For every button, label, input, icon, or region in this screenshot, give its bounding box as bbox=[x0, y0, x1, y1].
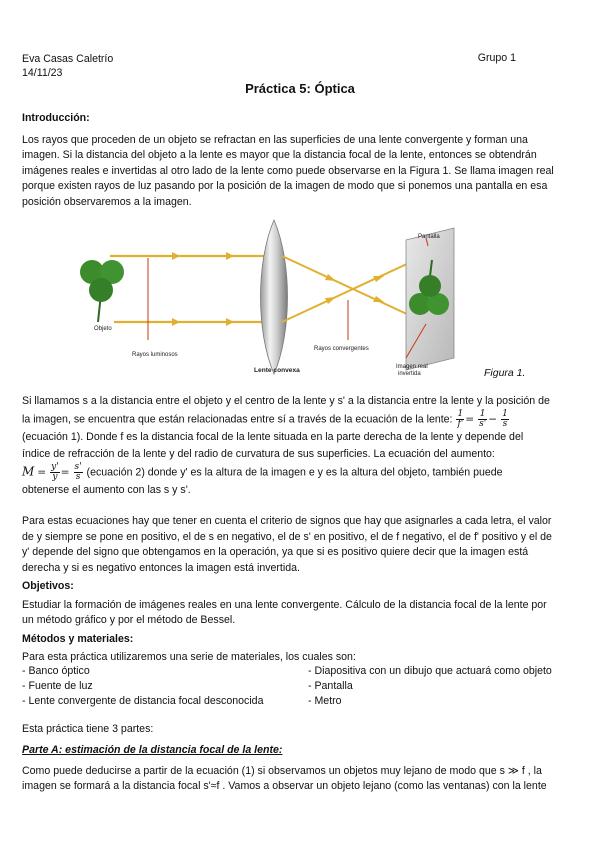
material-item: - Banco óptico bbox=[22, 665, 90, 677]
intro-line: imagen. Si la distancia del objeto a la lente es mayor que la distancia focal de la lente, entonces se obtendrán bbox=[22, 149, 537, 162]
page-title: Práctica 5: Óptica bbox=[245, 81, 355, 96]
incoming-rays bbox=[110, 252, 266, 326]
material-item: - Fuente de luz bbox=[22, 680, 93, 693]
convex-lens-shape bbox=[261, 220, 288, 374]
fraction-1-over-s: $\frac{1}{s}$ bbox=[502, 409, 508, 429]
signs-paragraph: Para estas ecuaciones hay que tener en cuenta el criterio de signos que hay que asignarles a cada letra, el valor de y siempre se pone en positivo, el de s en negativo, el de s' en positivo, el de f negativo, el de f' positivo y el de y' depende del signo que obtengamos en la operación, ya que si es positivo quiere decir que la imagen está derecha y si es negativo entonces la imagen está invertida. bbox=[22, 515, 552, 574]
equations-section bbox=[22, 393, 578, 499]
author-name: Eva Casas Caletrío bbox=[22, 53, 114, 65]
methods-section bbox=[22, 632, 578, 665]
material-item: - Metro bbox=[308, 695, 342, 708]
materials-left-column bbox=[22, 664, 263, 710]
eq-line-with-lens-equation: la imagen, se encuentra que están relacionadas entre sí a través de la ecuación de la lente: $\frac{1}{f'}$ = $\frac{1}{s'}$ − $\frac{1}{s}$ bbox=[22, 409, 508, 429]
intro-line: imágenes reales e invertidas al otro lado de la lente como puede observarse en la Figura 1. Se llama imagen real bbox=[22, 164, 554, 177]
label-rayos-luminosos: Rayos luminosos bbox=[132, 352, 178, 358]
materials-right-column bbox=[308, 664, 552, 710]
objectives-heading: Objetivos: bbox=[22, 580, 74, 592]
intro-line: porque existen rayos de luz pasando por la posición de la imagen de modo que si ponemos una pantalla en esa bbox=[22, 180, 548, 193]
fraction-1-over-f: $\frac{1}{f'}$ bbox=[457, 409, 464, 429]
fraction-1-over-s-prime: $\frac{1}{s'}$ bbox=[479, 409, 487, 429]
eq-line: índice de refracción de la lente y del radio de curvatura de sus superficies. La ecuación del aumento: bbox=[22, 448, 495, 460]
document-date: 14/11/23 bbox=[22, 67, 63, 79]
eq-line-with-magnification: M = $\frac{y'}{y}$ = $\frac{s'}{s}$ (ecuación 2) donde y' es la altura de la imagen e y es la altura del objeto, también puede bbox=[22, 462, 503, 482]
parts-intro: Esta práctica tiene 3 partes: bbox=[22, 723, 154, 735]
eq-line: obtenerse el aumento con las s y s'. bbox=[22, 484, 191, 496]
object-clover-icon bbox=[80, 260, 124, 322]
eq-line: (ecuación 1). Donde f es la distancia focal de la lente situada en la parte derecha de la lente y depende del bbox=[22, 431, 524, 443]
intro-section bbox=[22, 111, 578, 211]
intro-paragraph bbox=[22, 133, 578, 211]
methods-intro: Para esta práctica utilizaremos una serie de materiales, los cuales son: bbox=[22, 650, 356, 663]
part-a-heading: Parte A: estimación de la distancia focal de la lente: bbox=[22, 744, 283, 756]
figure-caption: Figura 1. bbox=[484, 367, 526, 379]
materials-list bbox=[22, 664, 578, 712]
intro-line: posición observaremos a la imagen. bbox=[22, 195, 192, 208]
group-label: Grupo 1 bbox=[477, 52, 516, 64]
fraction-y-prime-over-y: $\frac{y'}{y}$ bbox=[51, 462, 59, 482]
methods-heading: Métodos y materiales: bbox=[22, 633, 134, 645]
material-item: - Lente convergente de distancia focal desconocida bbox=[22, 695, 264, 708]
part-a-section: Parte A: estimación de la distancia focal de la lente: Como puede deducirse a partir de la ecuación (1) si observamos un objetos muy lejano de modo que s ≫ f , la imagen se formará a la distancia focal s'≈f . Vamos a observar un objeto lejano (como las ventanas) con la lente bbox=[22, 743, 578, 795]
intro-line: Los rayos que proceden de un objeto se refractan en las superficies de una lente convergente y forman una bbox=[22, 133, 528, 146]
material-item: - Diapositiva con un dibujo que actuará como objeto bbox=[308, 665, 552, 677]
label-pantalla: Pantalla bbox=[418, 234, 440, 240]
converging-rays bbox=[282, 256, 424, 322]
intro-heading: Introducción: bbox=[22, 112, 90, 124]
eq-line: Si llamamos s a la distancia entre el objeto y el centro de la lente y s' a la distancia entre la lente y la posición de bbox=[22, 395, 550, 407]
material-item: - Pantalla bbox=[308, 680, 353, 693]
label-lente: Lente convexa bbox=[254, 367, 300, 374]
label-rayos-convergentes: Rayos convergentes bbox=[314, 346, 369, 352]
label-imagen-real: Imagen real bbox=[396, 364, 428, 370]
label-invertida: invertida bbox=[398, 371, 421, 377]
fraction-s-prime-over-s: $\frac{s'}{s}$ bbox=[74, 462, 82, 482]
header-left bbox=[22, 52, 113, 80]
objectives-section: Objetivos: Estudiar la formación de imágenes reales en una lente convergente. Cálculo de la distancia focal de la lente por un método gráfico y por el método de Bessel. bbox=[22, 579, 578, 629]
label-objeto: Objeto bbox=[94, 326, 112, 332]
lens-diagram-figure bbox=[76, 212, 484, 382]
